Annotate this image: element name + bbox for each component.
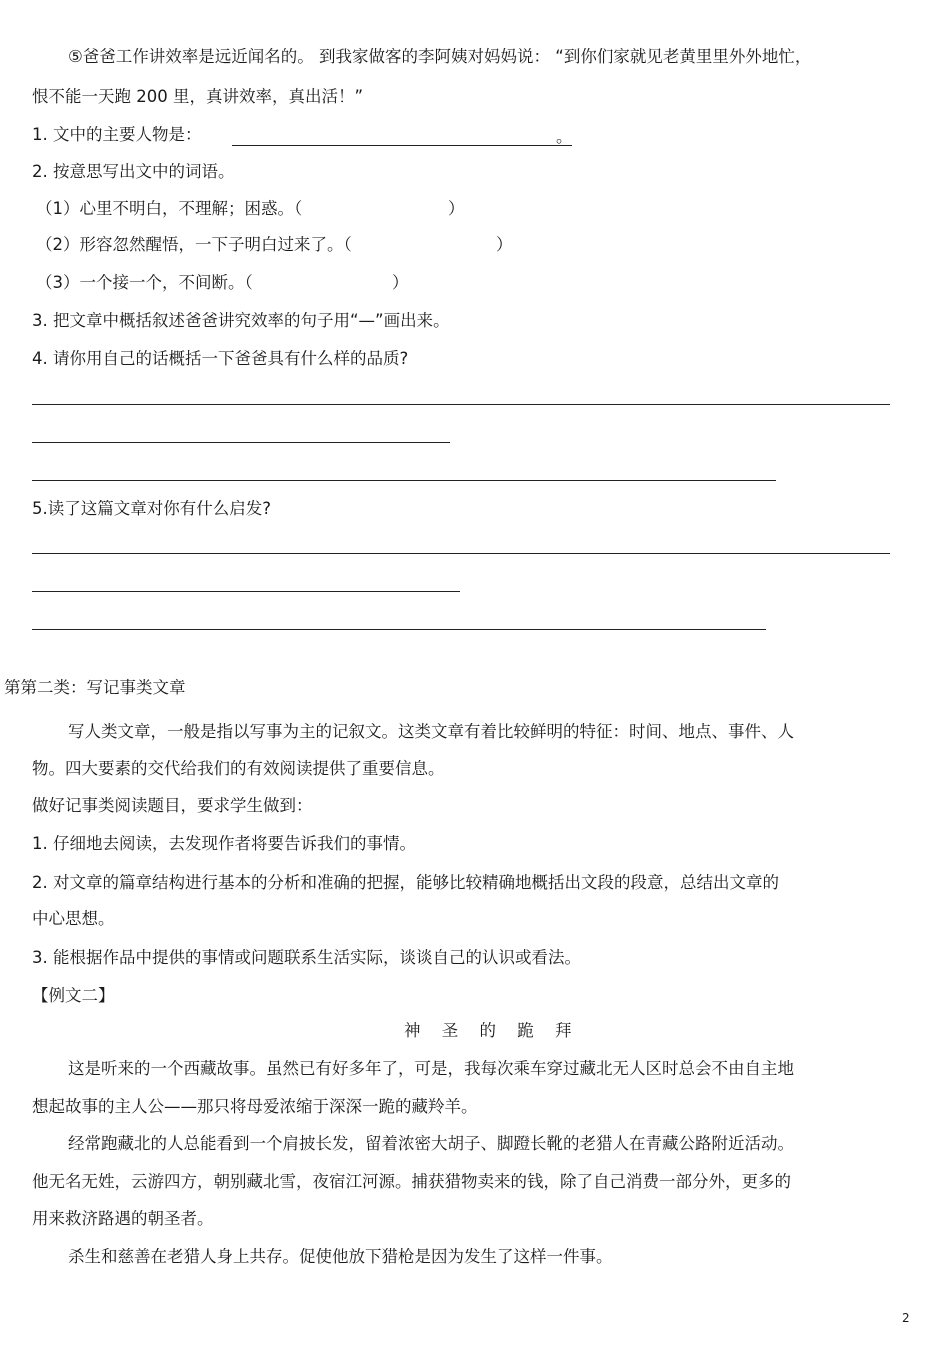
- example-p2-line-3: 用来救济路遇的朝圣者。: [32, 1209, 214, 1228]
- question-2-item-2-close: ）: [496, 235, 513, 254]
- requirement-2-line-2: 中心思想。: [32, 909, 115, 928]
- example-p2-line-1: 经常跑藏北的人总能看到一个肩披长发，留着浓密大胡子、脚蹬长靴的老猎人在青藏公路附近活动。: [68, 1134, 794, 1153]
- example-label: 【例文二】: [32, 986, 115, 1005]
- question-5: 5.读了这篇文章对你有什么启发?: [32, 499, 272, 518]
- requirement-3: 3. 能根据作品中提供的事情或问题联系生活实际，谈谈自己的认识或看法。: [32, 948, 581, 967]
- question-1: 1. 文中的主要人物是：: [32, 125, 202, 144]
- question-2-item-2: （2）形容忽然醒悟，一下子明白过来了。（: [36, 235, 352, 254]
- example-p1-line-1: 这是听来的一个西藏故事。虽然已有好多年了，可是，我每次乘车穿过藏北无人区时总会不由自主地: [68, 1059, 794, 1078]
- intro-line-2: 物。四大要素的交代给我们的有效阅读提供了重要信息。: [32, 759, 445, 778]
- example-p3-line-1: 杀生和慈善在老猎人身上共存。促使他放下猎枪是因为发生了这样一件事。: [68, 1247, 613, 1266]
- question-3: 3. 把文章中概括叙述爸爸讲究效率的句子用“—”画出来。: [32, 311, 450, 330]
- question-2-item-3: （3）一个接一个，不间断。（: [36, 273, 253, 292]
- answer-line-q5-1[interactable]: [32, 553, 890, 554]
- question-2: 2. 按意思写出文中的词语。: [32, 162, 235, 181]
- example-p2-line-2: 他无名无姓，云游四方，朝别藏北雪，夜宿江河源。捕获猎物卖来的钱，除了自己消费一部分外，更多的: [32, 1172, 791, 1191]
- section-heading: 第第二类：写记事类文章: [4, 678, 186, 697]
- requirement-1: 1. 仔细地去阅读，去发现作者将要告诉我们的事情。: [32, 834, 416, 853]
- answer-line-q4-1[interactable]: [32, 404, 890, 405]
- question-2-item-1-close: ）: [448, 199, 465, 218]
- requirements-intro: 做好记事类阅读题目，要求学生做到：: [32, 796, 313, 815]
- answer-line-q5-3[interactable]: [32, 629, 766, 630]
- question-2-item-1: （1）心里不明白，不理解；困惑。（: [36, 199, 303, 218]
- answer-line-q4-2[interactable]: [32, 442, 450, 443]
- page-number: 2: [902, 1311, 910, 1325]
- passage-paragraph-5-line-1: ⑤爸爸工作讲效率是远近闻名的。 到我家做客的李阿姨对妈妈说： “到你们家就见老黄里里外外地忙，: [68, 47, 812, 66]
- example-p1-line-2: 想起故事的主人公——那只将母爱浓缩于深深一跪的藏羚羊。: [32, 1097, 478, 1116]
- passage-paragraph-5-line-2: 恨不能一天跑 200 里，真讲效率，真出活！”: [32, 87, 364, 106]
- answer-line-q4-3[interactable]: [32, 480, 776, 481]
- intro-line-1: 写人类文章，一般是指以写事为主的记叙文。这类文章有着比较鲜明的特征：时间、地点、事件、人: [68, 722, 794, 741]
- question-2-item-3-close: ）: [392, 273, 409, 292]
- question-1-period: 。: [556, 127, 573, 146]
- answer-line-q1[interactable]: [232, 145, 572, 146]
- answer-line-q5-2[interactable]: [32, 591, 460, 592]
- example-title: 神 圣 的 跪 拜: [404, 1021, 580, 1040]
- requirement-2-line-1: 2. 对文章的篇章结构进行基本的分析和准确的把握，能够比较精确地概括出文段的段意，总结出文章的: [32, 873, 779, 892]
- question-4: 4. 请你用自己的话概括一下爸爸具有什么样的品质?: [32, 349, 409, 368]
